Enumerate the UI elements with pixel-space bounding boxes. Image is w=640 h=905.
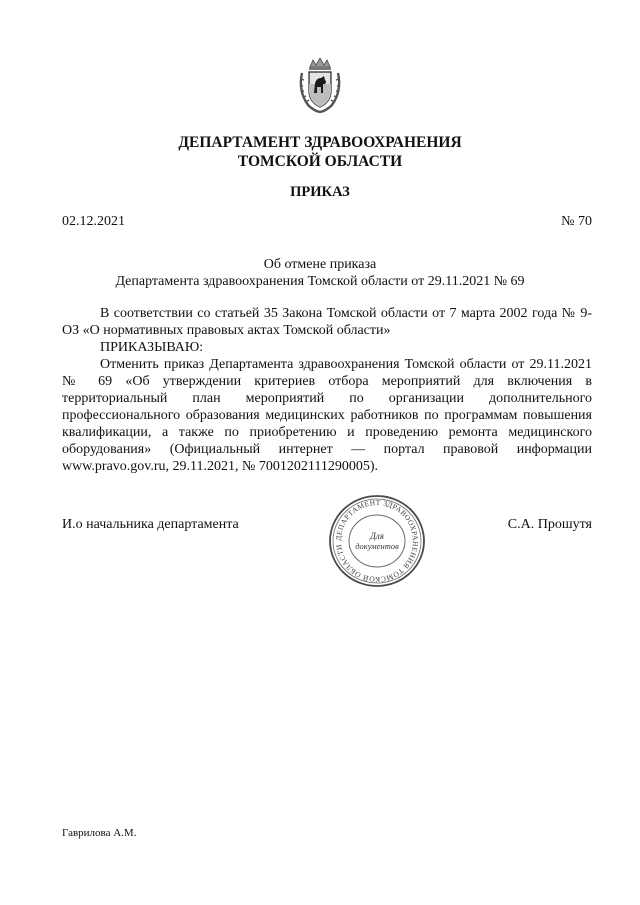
organization-name bbox=[0, 133, 640, 171]
document-number: № 70 bbox=[561, 214, 592, 229]
preamble-paragraph: В соответствии со статьей 35 Закона Томской области от 7 марта 2002 года № 9-ОЗ «О нормативных правовых актах Томской области» bbox=[62, 306, 592, 338]
coat-of-arms-icon bbox=[296, 57, 344, 115]
order-keyword: ПРИКАЗЫВАЮ: bbox=[100, 340, 204, 355]
coat-of-arms-emblem bbox=[296, 57, 344, 115]
stamp-seal-icon bbox=[320, 492, 434, 590]
signatory-name: С.А. Прошутя bbox=[507, 517, 592, 532]
organization-name-line2: ТОМСКОЙ ОБЛАСТИ bbox=[237, 153, 403, 170]
subject-line1: Об отмене приказа bbox=[263, 257, 377, 272]
official-stamp bbox=[320, 492, 434, 590]
executor-name: Гаврилова А.М. bbox=[62, 827, 137, 839]
document-type-title: ПРИКАЗ bbox=[290, 184, 350, 200]
document-date: 02.12.2021 bbox=[62, 214, 125, 229]
order-paragraph: Отменить приказ Департамента здравоохранения Томской области от 29.11.2021 № 69 «Об утверждении критериев отбора мероприятий для включения в территориальный план мероприятий по организации дополнительного профессионального образования медицинских работников по программам повышения квалификации, а также по приобретению и проведению ремонта медицинского оборудования» (Официальный интернет — портал правовой информации www.pravo.gov.ru, 29.11.2021, № 7001202111290005). bbox=[62, 357, 592, 474]
signatory-position: И.о начальника департамента bbox=[62, 517, 239, 532]
organization-name-line1: ДЕПАРТАМЕНТ ЗДРАВООХРАНЕНИЯ bbox=[178, 134, 462, 151]
subject-line2: Департамента здравоохранения Томской области от 29.11.2021 № 69 bbox=[115, 274, 525, 289]
document-subject bbox=[0, 256, 640, 290]
document-body bbox=[62, 305, 592, 475]
stamp-center-line2: документов bbox=[355, 541, 399, 551]
stamp-center-line1: Для bbox=[370, 531, 384, 541]
stamp-ring-text: ДЕПАРТАМЕНТ ЗДРАВООХРАНЕНИЯ ТОМСКОЙ ОБЛАСТИ bbox=[333, 497, 421, 585]
